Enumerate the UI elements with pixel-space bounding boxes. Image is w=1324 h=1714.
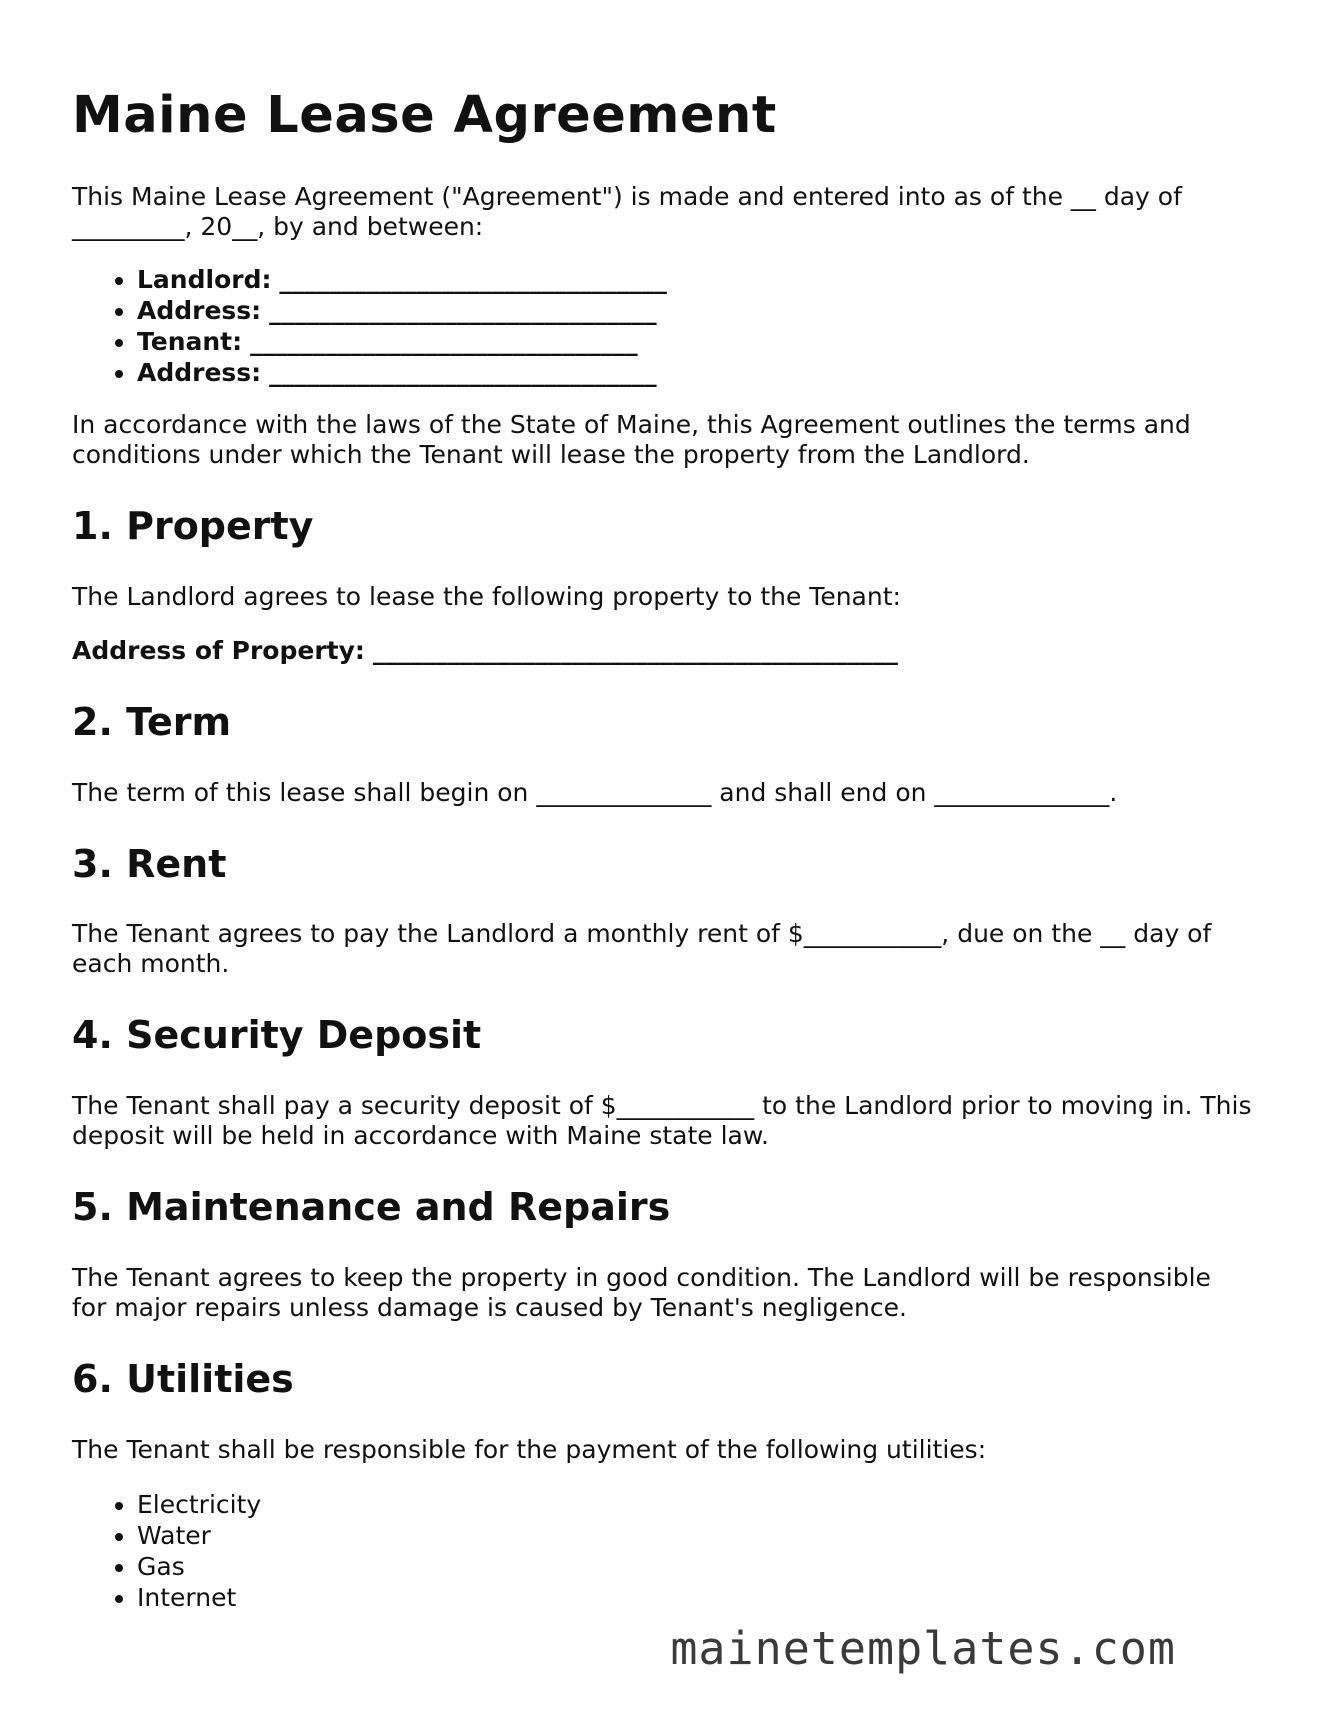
intro-paragraph: This Maine Lease Agreement ("Agreement") is made and entered into as of the __ day of _________, 20__, by and between: [72,182,1182,242]
party-tenant-address [137,357,1252,388]
rent-text: The Tenant agrees to pay the Landlord a monthly rent of $___________, due on the __ day of each month. [72,919,1212,979]
section-heading-term: 2. Term [72,699,232,744]
party-label: Address: [137,358,262,388]
party-blank: _______________________________ [269,358,657,388]
section-heading-rent: 3. Rent [72,841,227,886]
document-page [72,88,1252,1635]
party-landlord [137,264,1252,295]
party-blank: _______________________________ [279,265,667,295]
maintenance-text: The Tenant agrees to keep the property in good condition. The Landlord will be responsible for major repairs unless damage is caused by Tenant's negligence. [72,1263,1211,1323]
party-label: Address: [137,296,262,326]
list-item: • Internet [137,1582,1252,1613]
utilities-text: The Tenant shall be responsible for the payment of the following utilities: [72,1434,987,1464]
deposit-text: The Tenant shall pay a security deposit of $___________ to the Landlord prior to moving in. This deposit will be held in accordance with Maine state law. [72,1091,1252,1151]
property-address-field [72,636,1252,666]
parties-list [72,264,1252,388]
section-heading-property: 1. Property [72,504,314,549]
section-heading-utilities: 6. Utilities [72,1357,294,1402]
property-address-label: Address of Property: [72,635,365,665]
document-title: Maine Lease Agreement [72,86,777,145]
footer-watermark: mainetemplates.com [670,1622,1176,1675]
utilities-list [72,1489,1252,1613]
party-label: Landlord: [137,265,272,295]
property-address-blank: __________________________________________ [372,635,898,665]
party-blank: _______________________________ [250,327,638,357]
party-blank: _______________________________ [269,296,657,326]
accordance-paragraph: In accordance with the laws of the State of Maine, this Agreement outlines the terms and conditions under which the Tenant will lease the property from the Landlord. [72,410,1191,470]
list-item: • Electricity [137,1489,1252,1520]
section-heading-maintenance: 5. Maintenance and Repairs [72,1185,671,1230]
party-label: Tenant: [137,327,243,357]
property-text: The Landlord agrees to lease the following property to the Tenant: [72,581,901,611]
party-tenant [137,326,1252,357]
list-item: • Water [137,1520,1252,1551]
section-heading-deposit: 4. Security Deposit [72,1013,482,1058]
term-text: The term of this lease shall begin on ______________ and shall end on ______________. [72,777,1118,807]
party-landlord-address [137,295,1252,326]
list-item: • Gas [137,1551,1252,1582]
